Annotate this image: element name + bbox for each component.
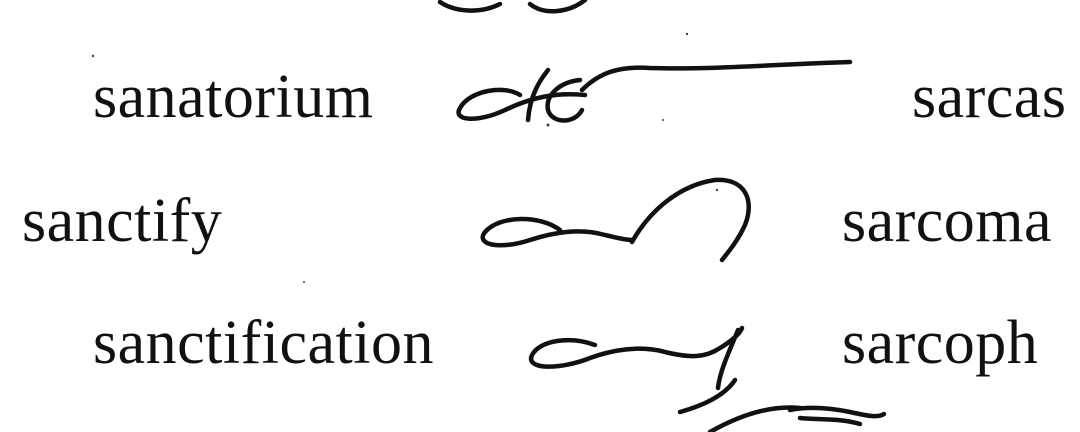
- word-sarcoma: sarcoma: [842, 187, 1053, 255]
- word-sanctify: sanctify: [22, 187, 223, 255]
- word-sanatorium: sanatorium: [93, 63, 374, 131]
- shorthand-top-partial-icon: [440, 0, 585, 11]
- word-sanctification: sanctification: [93, 309, 434, 377]
- word-sarcas: sarcas: [912, 63, 1067, 131]
- word-sarcoph: sarcoph: [842, 309, 1039, 377]
- shorthand-sanctify-icon: [483, 180, 749, 260]
- shorthand-sanatorium-icon: [459, 62, 850, 121]
- shorthand-bottom-partial-icon: [680, 380, 884, 432]
- shorthand-sanctification-icon: [531, 328, 742, 388]
